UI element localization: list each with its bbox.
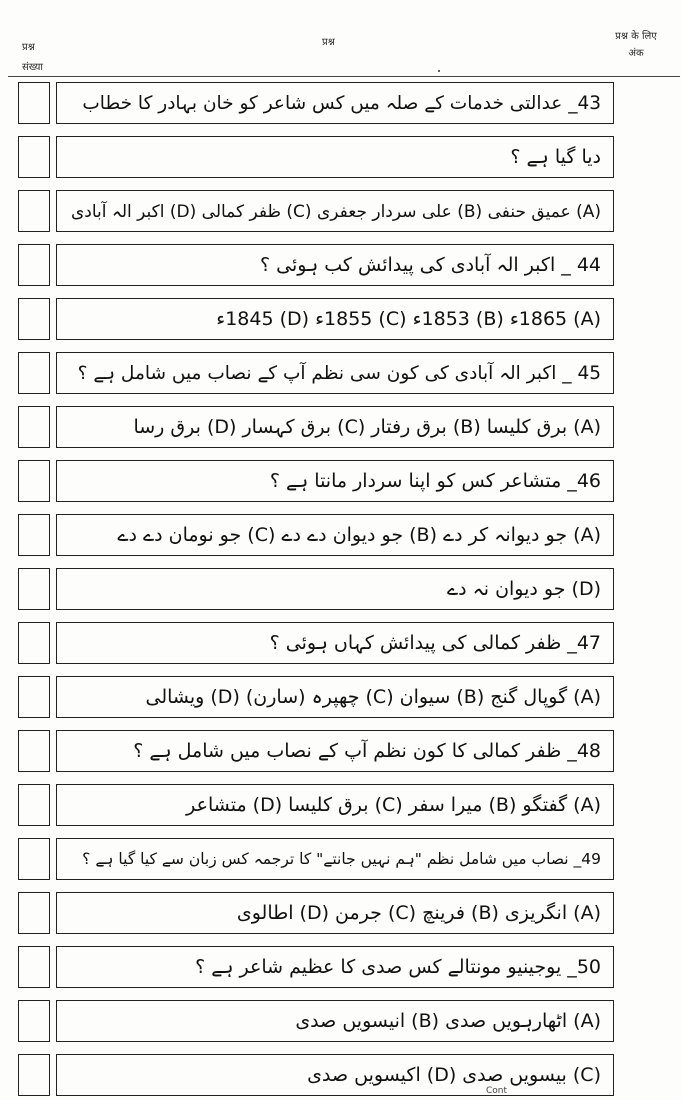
question-text: 44 _ اکبر الہ آبادی کی پیدائش کب ہوئی ؟ bbox=[260, 254, 601, 276]
question-row bbox=[18, 622, 614, 665]
question-number-box bbox=[18, 298, 50, 340]
question-text-box bbox=[56, 892, 614, 934]
question-row bbox=[18, 784, 614, 827]
question-number-box bbox=[18, 1000, 50, 1042]
question-text-box bbox=[56, 352, 614, 394]
footer-mark: Cont bbox=[486, 1086, 508, 1096]
question-row bbox=[18, 298, 614, 341]
question-text: (A) جو دیوانہ کر دے (B) جو دیوان دے دے (C) جو نومان دے دے bbox=[117, 524, 601, 546]
question-row bbox=[18, 136, 614, 179]
question-number-box bbox=[18, 190, 50, 232]
question-number-box bbox=[18, 136, 50, 178]
question-text: (A) برق کلیسا (B) برق رفتار (C) برق کہسار (D) برق رسا bbox=[133, 416, 601, 438]
question-number-box bbox=[18, 622, 50, 664]
question-number-box bbox=[18, 730, 50, 772]
question-text-box bbox=[56, 838, 614, 880]
question-text: دیا گیا ہے ؟ bbox=[510, 146, 601, 168]
question-row bbox=[18, 244, 614, 287]
question-number-box bbox=[18, 244, 50, 286]
question-text-box bbox=[56, 514, 614, 556]
question-row bbox=[18, 946, 614, 989]
question-text: 45 _ اکبر الہ آبادی کی کون سی نظم آپ کے نصاب میں شامل ہے ؟ bbox=[77, 362, 601, 384]
question-text: (A) عمیق حنفی (B) علی سردار جعفری (C) ظفر کمالی (D) اکبر الہ آبادی bbox=[70, 201, 601, 222]
header-question-number-label: प्रश्न संख्या bbox=[22, 42, 43, 73]
question-row bbox=[18, 1000, 614, 1043]
question-row bbox=[18, 352, 614, 395]
question-row bbox=[18, 568, 614, 611]
question-row bbox=[18, 514, 614, 557]
question-text: 43_ عدالتی خدمات کے صلہ میں کس شاعر کو خان بہادر کا خطاب bbox=[82, 92, 601, 114]
question-number-box bbox=[18, 838, 50, 880]
question-number-box bbox=[18, 568, 50, 610]
question-text-box bbox=[56, 244, 614, 286]
question-row bbox=[18, 730, 614, 773]
question-number-box bbox=[18, 784, 50, 826]
header-question-label: प्रश्न bbox=[322, 37, 335, 48]
question-text: (D) جو دیوان نہ دے bbox=[446, 578, 601, 600]
question-row bbox=[18, 82, 614, 125]
question-text-box bbox=[56, 82, 614, 124]
question-row bbox=[18, 676, 614, 719]
question-number-box bbox=[18, 1054, 50, 1096]
question-number-box bbox=[18, 352, 50, 394]
question-text-box bbox=[56, 460, 614, 502]
question-text: 49_ نصاب میں شامل نظم "ہم نہیں جانتے" کا ترجمہ کس زبان سے کیا گیا ہے ؟ bbox=[82, 850, 601, 868]
question-text-box bbox=[56, 1000, 614, 1042]
question-text-box bbox=[56, 568, 614, 610]
question-number-box bbox=[18, 82, 50, 124]
question-number-box bbox=[18, 460, 50, 502]
question-text-box bbox=[56, 136, 614, 178]
question-text: (C) بیسویں صدی (D) اکیسویں صدی bbox=[307, 1064, 601, 1086]
question-text: 46_ متشاعر کس کو اپنا سردار مانتا ہے ؟ bbox=[269, 470, 601, 492]
question-text-box bbox=[56, 1054, 614, 1096]
question-number-box bbox=[18, 892, 50, 934]
question-number-box bbox=[18, 946, 50, 988]
question-text-box bbox=[56, 784, 614, 826]
header-divider bbox=[8, 76, 680, 77]
question-text-box bbox=[56, 622, 614, 664]
question-row bbox=[18, 460, 614, 503]
question-row bbox=[18, 1054, 614, 1097]
question-number-box bbox=[18, 406, 50, 448]
question-text: (A) گوپال گنج (B) سیوان (C) چھپرہ (سارن) (D) ویشالی bbox=[145, 686, 601, 708]
question-text: (A) اٹھارہویں صدی (B) انیسویں صدی bbox=[295, 1010, 601, 1032]
question-text: (A) گفتگو (B) میرا سفر (C) برق کلیسا (D) متشاعر bbox=[186, 794, 601, 816]
question-text: (A) انگریزی (B) فرینچ (C) جرمن (D) اطالوی bbox=[236, 902, 601, 924]
question-text: 50_ یوجینیو مونتالے کس صدی کا عظیم شاعر ہے ؟ bbox=[195, 956, 601, 978]
question-text-box bbox=[56, 946, 614, 988]
question-text-box bbox=[56, 406, 614, 448]
question-text: (A) 1865ء (B) 1853ء (C) 1855ء (D) 1845ء bbox=[216, 308, 601, 330]
header-marks-label: प्रश्न के लिए अंक bbox=[615, 31, 657, 59]
question-text: 48_ ظفر کمالی کا کون نظم آپ کے نصاب میں شامل ہے ؟ bbox=[133, 740, 601, 762]
question-text-box bbox=[56, 676, 614, 718]
question-row bbox=[18, 838, 614, 881]
ink-dot bbox=[438, 70, 440, 72]
question-row bbox=[18, 190, 614, 233]
question-number-box bbox=[18, 676, 50, 718]
question-text-box bbox=[56, 298, 614, 340]
question-row bbox=[18, 892, 614, 935]
question-text-box bbox=[56, 190, 614, 232]
question-number-box bbox=[18, 514, 50, 556]
question-text: 47_ ظفر کمالی کی پیدائش کہاں ہوئی ؟ bbox=[269, 632, 601, 654]
question-text-box bbox=[56, 730, 614, 772]
question-row bbox=[18, 406, 614, 449]
